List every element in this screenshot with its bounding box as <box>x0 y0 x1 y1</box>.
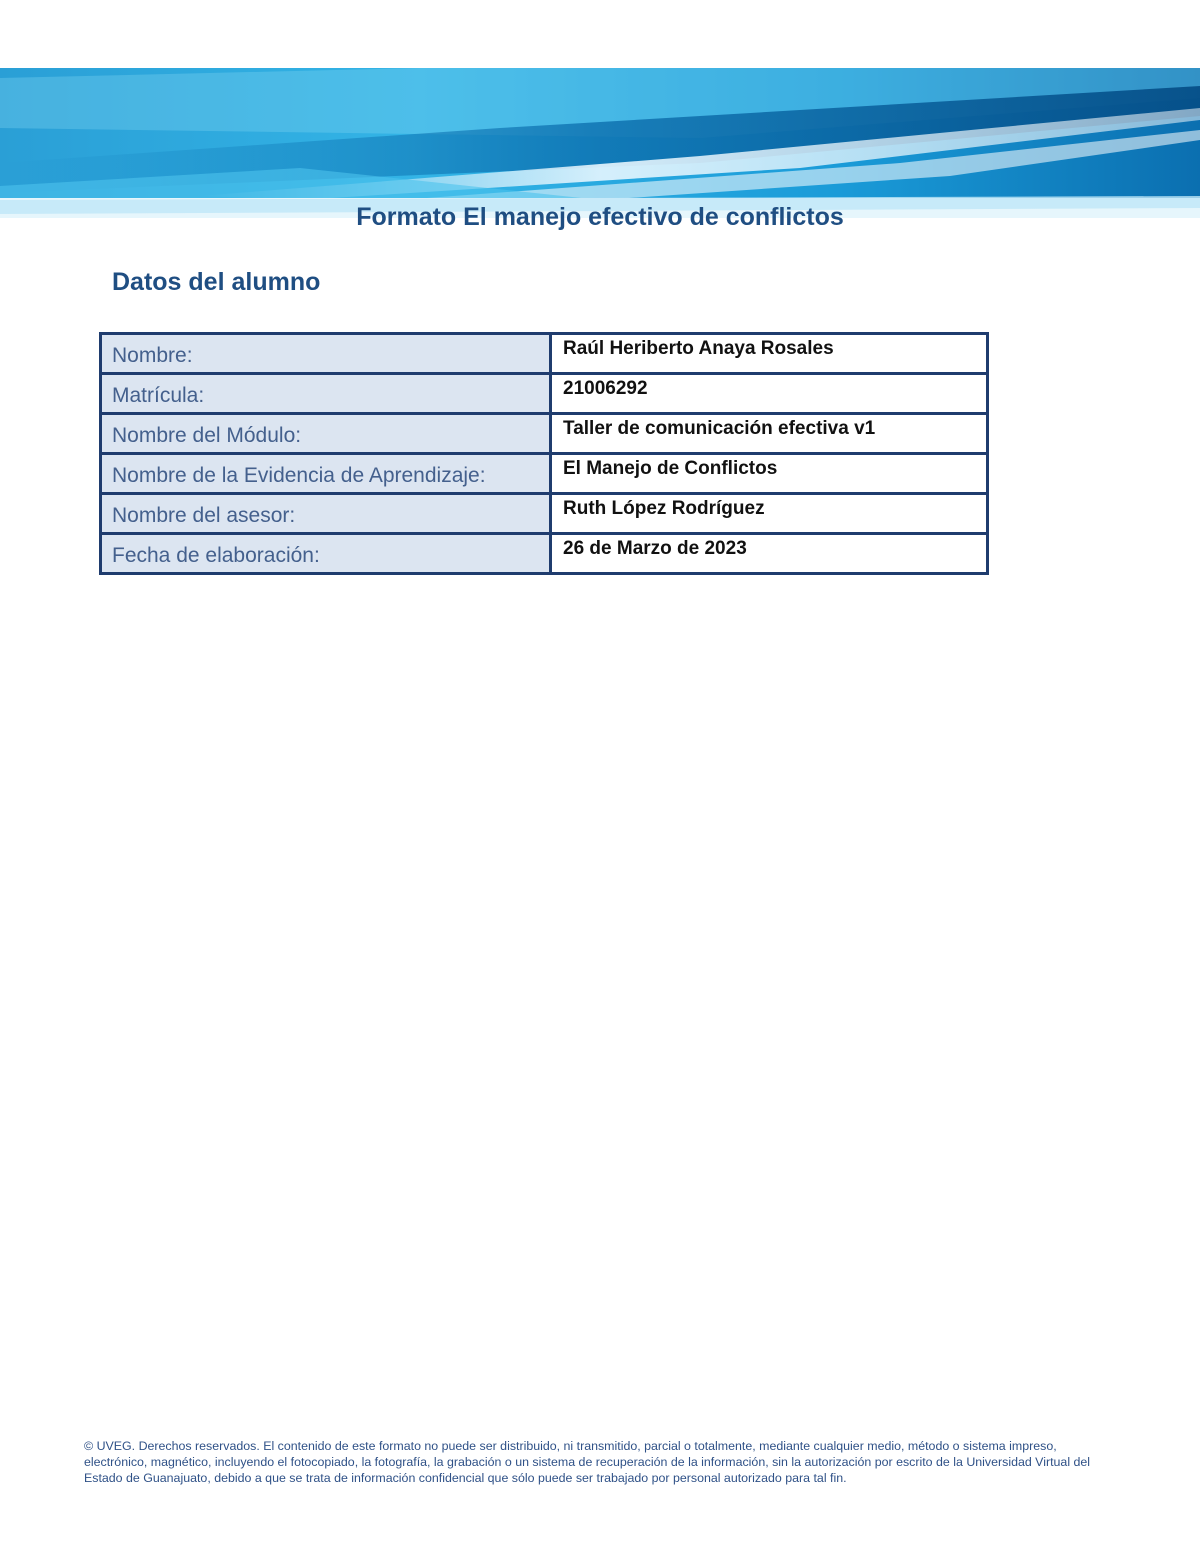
table-row <box>101 334 988 374</box>
table-row <box>101 454 988 494</box>
row-label: Nombre del Módulo: <box>101 414 551 454</box>
row-value: 21006292 <box>551 374 988 414</box>
section-title: Datos del alumno <box>112 268 321 296</box>
banner-graphic <box>0 68 1200 218</box>
row-value: Taller de comunicación efectiva v1 <box>551 414 988 454</box>
row-value: Raúl Heriberto Anaya Rosales <box>551 334 988 374</box>
row-value: Ruth López Rodríguez <box>551 494 988 534</box>
row-label: Nombre de la Evidencia de Aprendizaje: <box>101 454 551 494</box>
copyright-notice: © UVEG. Derechos reservados. El contenido de este formato no puede ser distribuido, ni transmitido, parcial o totalmente, mediante cualquier medio, método o sistema impreso, electrónico, magnético, incluyendo el fotocopiado, la fotografía, la grabación o un sistema de recuperación de la información, sin la autorización por escrito de la Universidad Virtual del Estado de Guanajuato, debido a que se trata de información confidencial que sólo puede ser trabajado por personal autorizado para tal fin. <box>84 1439 1091 1485</box>
row-label: Nombre: <box>101 334 551 374</box>
row-label: Matrícula: <box>101 374 551 414</box>
student-data-table <box>99 332 989 575</box>
row-value: El Manejo de Conflictos <box>551 454 988 494</box>
row-label: Fecha de elaboración: <box>101 534 551 574</box>
table-row <box>101 534 988 574</box>
table-row <box>101 494 988 534</box>
row-value: 26 de Marzo de 2023 <box>551 534 988 574</box>
table-row <box>101 374 988 414</box>
header-banner <box>0 68 1200 218</box>
table-row <box>101 414 988 454</box>
document-title: Formato El manejo efectivo de conflictos <box>356 203 844 231</box>
row-label: Nombre del asesor: <box>101 494 551 534</box>
